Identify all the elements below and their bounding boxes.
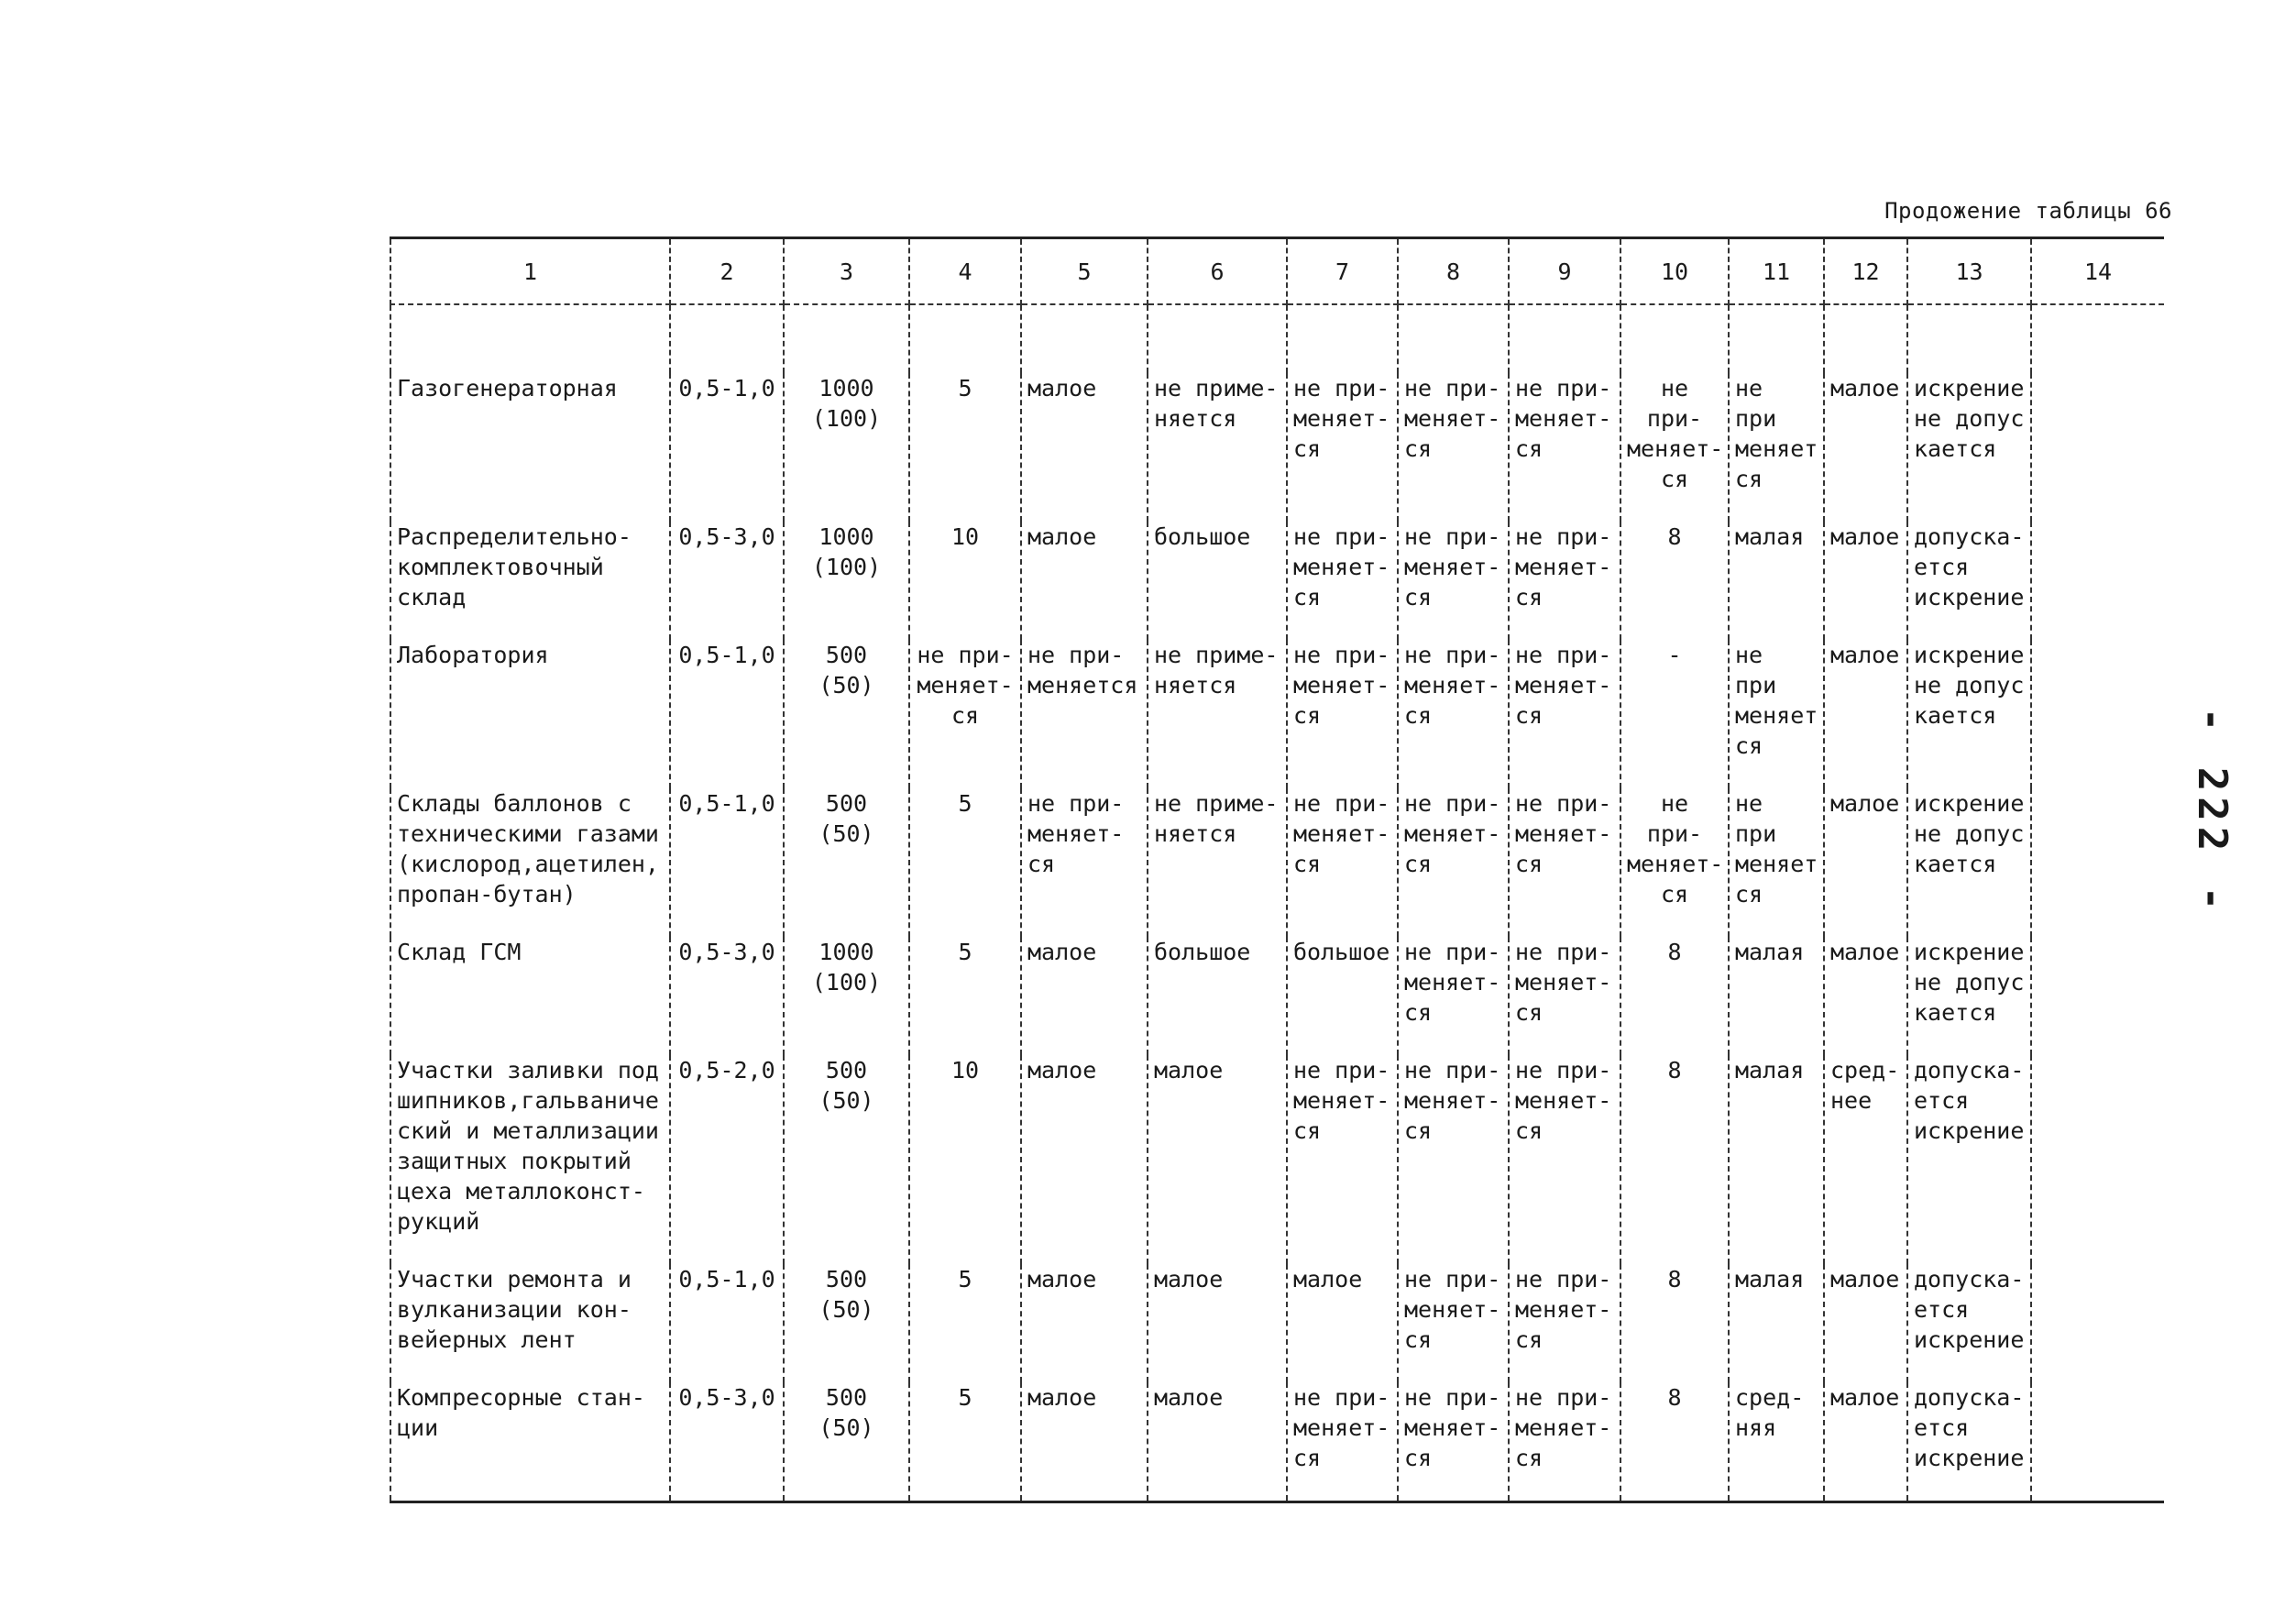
cell-col-7: не при- меняет- ся [1287,373,1398,522]
cell-col-9: не при- меняет- ся [1509,522,1620,640]
cell-col-7: не при- меняет- ся [1287,788,1398,937]
col-header-3: 3 [784,238,909,305]
cell-col-7: не при- меняет- ся [1287,1055,1398,1264]
cell-col-2: 0,5-1,0 [670,640,784,788]
spacer-cell [1148,304,1287,373]
spacer-cell [1509,304,1620,373]
cell-col-2: 0,5-2,0 [670,1055,784,1264]
cell-col-1: Участки заливки под шипников,гальваниче ский и металлизации защитных покрытий цеха металлоконст- рукций [390,1055,670,1264]
table-row [390,1264,2164,1382]
cell-col-12: малое [1824,640,1907,788]
cell-col-4: 10 [909,1055,1021,1264]
cell-col-9: не при- меняет- ся [1509,1382,1620,1502]
spacer-row [390,304,2164,373]
cell-col-12: малое [1824,1264,1907,1382]
cell-col-7: большое [1287,937,1398,1055]
cell-col-9: не при- меняет- ся [1509,937,1620,1055]
col-header-10: 10 [1620,238,1729,305]
cell-col-6: не приме- няется [1148,373,1287,522]
cell-col-9: не при- меняет- ся [1509,373,1620,522]
cell-col-14 [2031,640,2164,788]
cell-col-10: - [1620,640,1729,788]
col-header-12: 12 [1824,238,1907,305]
cell-col-4: 5 [909,788,1021,937]
cell-col-2: 0,5-1,0 [670,788,784,937]
cell-col-6: большое [1148,937,1287,1055]
spacer-cell [1907,304,2031,373]
cell-col-1: Газогенераторная [390,373,670,522]
cell-col-5: малое [1021,937,1148,1055]
spacer-cell [2031,304,2164,373]
col-header-13: 13 [1907,238,2031,305]
cell-col-3: 500 (50) [784,640,909,788]
cell-col-10: 8 [1620,1382,1729,1502]
cell-col-1: Распределительно- комплектовочный склад [390,522,670,640]
col-header-5: 5 [1021,238,1148,305]
cell-col-10: 8 [1620,522,1729,640]
cell-col-8: не при- меняет- ся [1398,522,1509,640]
table-row [390,373,2164,522]
cell-col-1: Компресорные стан- ции [390,1382,670,1502]
cell-col-3: 1000 (100) [784,522,909,640]
cell-col-11: малая [1729,937,1824,1055]
cell-col-14 [2031,1382,2164,1502]
cell-col-1: Участки ремонта и вулканизации кон- вейерных лент [390,1264,670,1382]
cell-col-2: 0,5-1,0 [670,373,784,522]
cell-col-6: не приме- няется [1148,640,1287,788]
cell-col-6: малое [1148,1382,1287,1502]
cell-col-6: не приме- няется [1148,788,1287,937]
cell-col-7: малое [1287,1264,1398,1382]
cell-col-8: не при- меняет- ся [1398,373,1509,522]
cell-col-3: 500 (50) [784,788,909,937]
col-header-11: 11 [1729,238,1824,305]
cell-col-13: допуска- ется искрение [1907,1055,2031,1264]
cell-col-13: искрение не допус кается [1907,640,2031,788]
spacer-cell [1729,304,1824,373]
data-table [390,236,2164,1503]
col-header-14: 14 [2031,238,2164,305]
cell-col-7: не при- меняет- ся [1287,1382,1398,1502]
table-body [390,304,2164,1502]
cell-col-13: искрение не допус кается [1907,788,2031,937]
cell-col-8: не при- меняет- ся [1398,1382,1509,1502]
cell-col-1: Склады баллонов с техническими газами (кислород,ацетилен, пропан-бутан) [390,788,670,937]
cell-col-2: 0,5-3,0 [670,522,784,640]
cell-col-5: малое [1021,1382,1148,1502]
cell-col-4: 5 [909,373,1021,522]
table-row [390,1382,2164,1502]
cell-col-5: малое [1021,373,1148,522]
cell-col-4: 5 [909,1382,1021,1502]
cell-col-8: не при- меняет- ся [1398,640,1509,788]
cell-col-14 [2031,373,2164,522]
cell-col-13: искрение не допус кается [1907,937,2031,1055]
cell-col-12: малое [1824,937,1907,1055]
cell-col-10: 8 [1620,1055,1729,1264]
cell-col-8: не при- меняет- ся [1398,788,1509,937]
cell-col-11: не при меняет ся [1729,640,1824,788]
col-header-4: 4 [909,238,1021,305]
cell-col-11: малая [1729,522,1824,640]
cell-col-5: не при- меняет- ся [1021,788,1148,937]
cell-col-3: 1000 (100) [784,937,909,1055]
cell-col-3: 500 (50) [784,1382,909,1502]
col-header-1: 1 [390,238,670,305]
cell-col-4: не при- меняет- ся [909,640,1021,788]
cell-col-3: 1000 (100) [784,373,909,522]
spacer-cell [1398,304,1509,373]
col-header-8: 8 [1398,238,1509,305]
cell-col-8: не при- меняет- ся [1398,1264,1509,1382]
cell-col-7: не при- меняет- ся [1287,522,1398,640]
cell-col-14 [2031,522,2164,640]
cell-col-8: не при- меняет- ся [1398,937,1509,1055]
cell-col-12: сред- нее [1824,1055,1907,1264]
cell-col-8: не при- меняет- ся [1398,1055,1509,1264]
cell-col-7: не при- меняет- ся [1287,640,1398,788]
cell-col-13: допуска- ется искрение [1907,1264,2031,1382]
table-row [390,788,2164,937]
cell-col-1: Лаборатория [390,640,670,788]
cell-col-14 [2031,937,2164,1055]
cell-col-5: малое [1021,522,1148,640]
cell-col-4: 10 [909,522,1021,640]
cell-col-14 [2031,1055,2164,1264]
table-row [390,640,2164,788]
table-row [390,1055,2164,1264]
cell-col-14 [2031,788,2164,937]
cell-col-4: 5 [909,937,1021,1055]
cell-col-9: не при- меняет- ся [1509,1055,1620,1264]
cell-col-2: 0,5-1,0 [670,1264,784,1382]
cell-col-3: 500 (50) [784,1264,909,1382]
cell-col-6: малое [1148,1264,1287,1382]
table-caption: Продожение таблицы 66 [1884,198,2172,224]
cell-col-12: малое [1824,373,1907,522]
cell-col-10: не при- меняет- ся [1620,373,1729,522]
spacer-cell [909,304,1021,373]
cell-col-10: 8 [1620,937,1729,1055]
spacer-cell [1021,304,1148,373]
cell-col-10: 8 [1620,1264,1729,1382]
spacer-cell [1287,304,1398,373]
cell-col-9: не при- меняет- ся [1509,640,1620,788]
cell-col-11: малая [1729,1264,1824,1382]
spacer-cell [1824,304,1907,373]
cell-col-11: не при меняет ся [1729,788,1824,937]
cell-col-2: 0,5-3,0 [670,1382,784,1502]
cell-col-2: 0,5-3,0 [670,937,784,1055]
cell-col-12: малое [1824,788,1907,937]
cell-col-12: малое [1824,1382,1907,1502]
cell-col-1: Склад ГСМ [390,937,670,1055]
cell-col-5: не при- меняется [1021,640,1148,788]
cell-col-12: малое [1824,522,1907,640]
cell-col-11: не при меняет ся [1729,373,1824,522]
spacer-cell [1620,304,1729,373]
spacer-cell [670,304,784,373]
cell-col-6: большое [1148,522,1287,640]
cell-col-3: 500 (50) [784,1055,909,1264]
cell-col-13: искрение не допус кается [1907,373,2031,522]
col-header-6: 6 [1148,238,1287,305]
cell-col-6: малое [1148,1055,1287,1264]
spacer-cell [390,304,670,373]
cell-col-4: 5 [909,1264,1021,1382]
cell-col-11: сред- няя [1729,1382,1824,1502]
col-header-2: 2 [670,238,784,305]
col-header-9: 9 [1509,238,1620,305]
table-row [390,937,2164,1055]
cell-col-14 [2031,1264,2164,1382]
cell-col-10: не при- меняет- ся [1620,788,1729,937]
page-number: - 222 - [2189,707,2236,917]
cell-col-11: малая [1729,1055,1824,1264]
cell-col-13: допуска- ется искрение [1907,522,2031,640]
header-row [390,238,2164,305]
cell-col-5: малое [1021,1055,1148,1264]
spacer-cell [784,304,909,373]
cell-col-9: не при- меняет- ся [1509,788,1620,937]
cell-col-13: допуска- ется искрение [1907,1382,2031,1502]
col-header-7: 7 [1287,238,1398,305]
cell-col-5: малое [1021,1264,1148,1382]
table-row [390,522,2164,640]
cell-col-9: не при- меняет- ся [1509,1264,1620,1382]
